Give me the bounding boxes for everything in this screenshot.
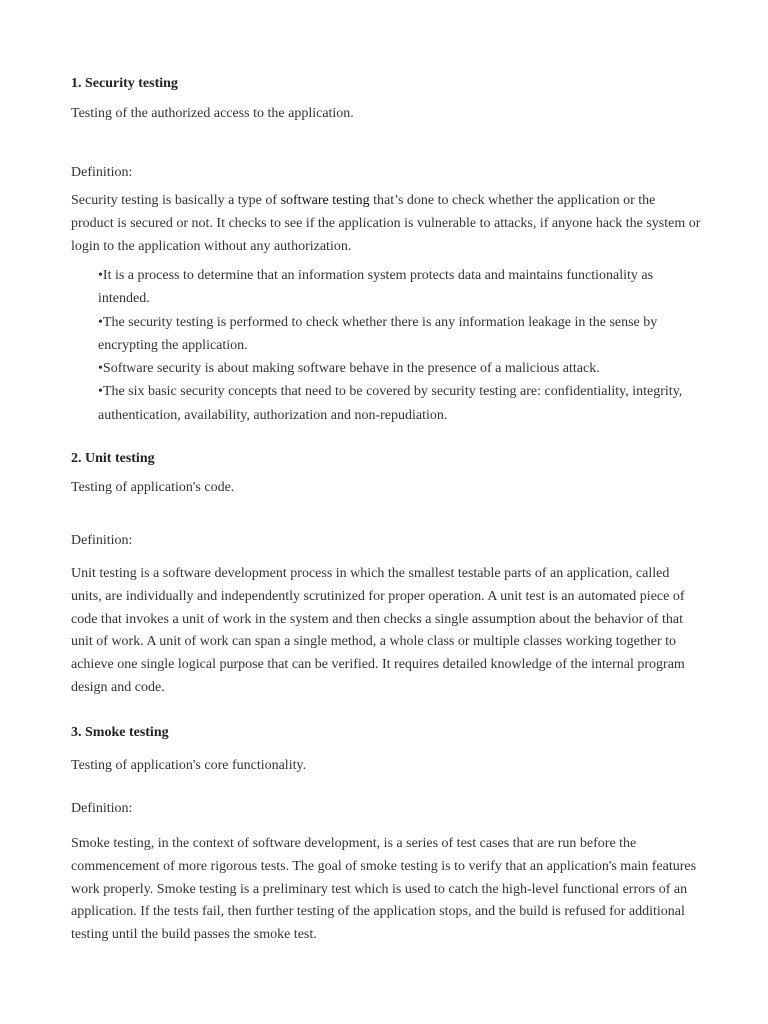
section-summary: Testing of the authorized access to the application. [71,106,354,121]
body-term-software-testing: software testing [280,193,370,208]
section-heading: 2. Unit testing [71,451,155,466]
section-summary: Testing of application's core functionality. [71,758,307,773]
bullet-list [98,264,708,427]
section-heading: 3. Smoke testing [71,725,169,740]
section-body: Unit testing is a software development process in which the smallest testable parts of an application, called units, are individually and independently scrutinized for proper operation. A unit test is an automated piece of code that invokes a unit of work in the system and then checks a single assumption about the behavior of that unit of work. A unit of work can span a single method, a whole class or multiple classes working together to achieve one single logical purpose that can be verified. It requires detailed knowledge of the internal program design and code. [71,566,685,695]
bullet-item: •The security testing is performed to check whether there is any information leakage in the sense by encrypting the application. [98,314,658,353]
bullet-item: •The six basic security concepts that need to be covered by security testing are: confidentiality, integrity, authentication, availability, authorization and non-repudiation. [98,384,683,423]
section-summary: Testing of application's code. [71,480,235,495]
definition-label: Definition: [71,165,133,180]
section-body [71,190,701,258]
section-body: Smoke testing, in the context of software development, is a series of test cases that are run before the commencement of more rigorous tests. The goal of smoke testing is to verify that an application's main features work properly. Smoke testing is a preliminary test which is used to catch the high-level functional errors of an application. If the tests fail, then further testing of the application stops, and the build is refused for additional testing until the build passes the smoke test. [71,836,697,943]
body-text: that’s done to check whether the application or the product is secured or not. It checks to see if the application is vulnerable to attacks, if anyone hack the system or login to the application without any authorization. [71,193,701,254]
section-heading: 1. Security testing [71,76,178,91]
bullet-item: •It is a process to determine that an information system protects data and maintains functionality as intended. [98,268,654,307]
definition-label: Definition: [71,533,133,548]
bullet-item: •Software security is about making software behave in the presence of a malicious attack. [98,361,600,377]
definition-label: Definition: [71,801,133,816]
body-text: Security testing is basically a type of [71,193,281,208]
